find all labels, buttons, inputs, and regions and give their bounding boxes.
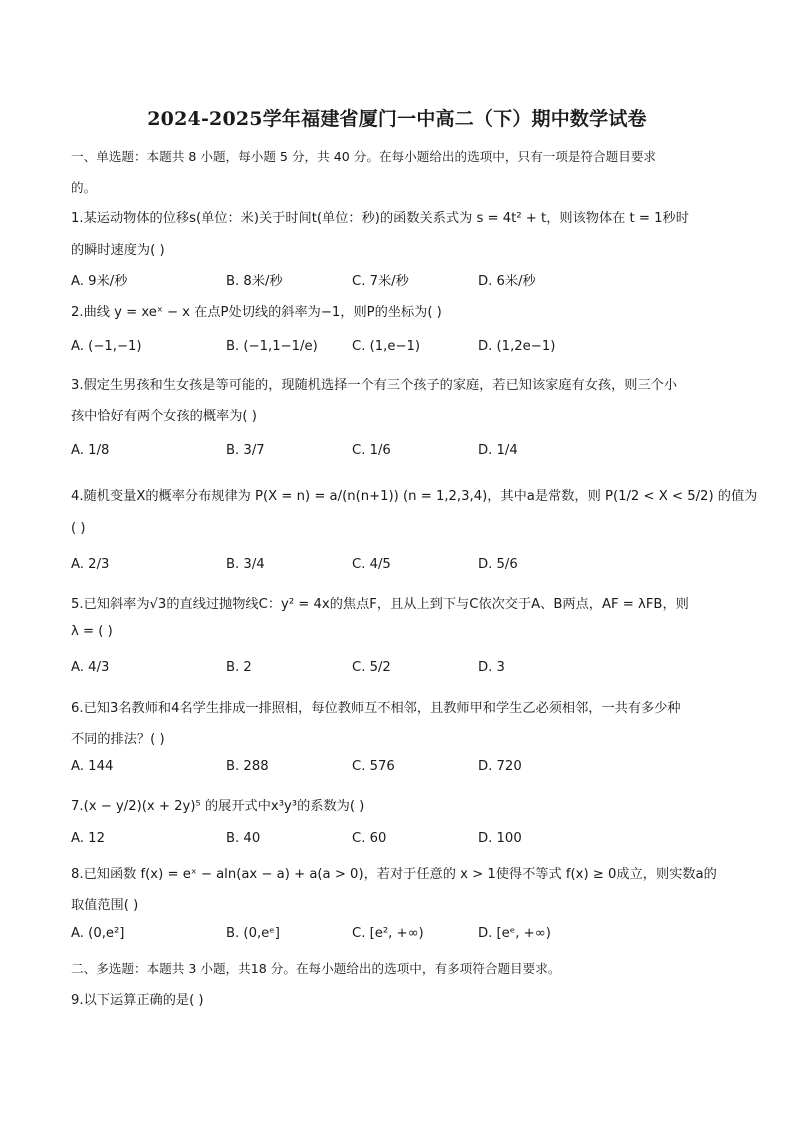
option-c[interactable]: C. 4/5 [352,557,391,572]
option-c[interactable]: C. 60 [352,831,387,846]
option-d[interactable]: D. [eᵉ, +∞) [478,926,551,941]
question-5-line-1: 5.已知斜率为√3的直线过抛物线C：y² = 4x的焦点F，且从上到下与C依次交于A、B两点，AF = λFB，则 [71,597,689,612]
option-a[interactable]: A. 9米/秒 [71,274,128,289]
option-a[interactable]: A. (−1,−1) [71,339,142,354]
option-b[interactable]: B. 8米/秒 [226,274,283,289]
option-b[interactable]: B. (0,eᵉ] [226,926,280,941]
option-a[interactable]: A. 2/3 [71,557,110,572]
question-5-line-2: λ = ( ) [71,624,113,639]
option-d[interactable]: D. 100 [478,831,522,846]
option-c[interactable]: C. 576 [352,759,395,774]
question-7-line-1: 7.(x − y/2)(x + 2y)⁵ 的展开式中x³y³的系数为( ) [71,799,365,814]
option-d[interactable]: D. 6米/秒 [478,274,536,289]
option-c[interactable]: C. (1,e−1) [352,339,421,354]
option-d[interactable]: D. 1/4 [478,443,518,458]
question-3-line-1: 3.假定生男孩和生女孩是等可能的，现随机选择一个有三个孩子的家庭，若已知该家庭有女孩，则三个小 [71,378,678,393]
option-a[interactable]: A. 1/8 [71,443,110,458]
option-b[interactable]: B. 3/7 [226,443,265,458]
question-4-line-1: 4.随机变量X的概率分布规律为 P(X = n) = a/(n(n+1)) (n = 1,2,3,4)，其中a是常数，则 P(1/2 < X < 5/2) 的值为 [71,489,758,504]
question-3-options [71,443,731,463]
option-c[interactable]: C. 5/2 [352,660,391,675]
question-6-line-1: 6.已知3名教师和4名学生排成一排照相，每位教师互不相邻，且教师甲和学生乙必须相邻，一共有多少种 [71,701,681,716]
question-1-line-1: 1.某运动物体的位移s(单位：米)关于时间t(单位：秒)的函数关系式为 s = 4t² + t，则该物体在 t = 1秒时 [71,211,689,226]
option-b[interactable]: B. 3/4 [226,557,265,572]
section1-heading-cont: 的。 [71,180,97,195]
question-2-options [71,339,731,359]
option-d[interactable]: D. 720 [478,759,522,774]
option-b[interactable]: B. 2 [226,660,252,675]
section2-heading: 二、多选题：本题共 3 小题，共18 分。在每小题给出的选项中，有多项符合题目要求。 [71,961,561,976]
question-1-options [71,270,731,290]
question-2-line-1: 2.曲线 y = xeˣ − x 在点P处切线的斜率为−1，则P的坐标为( ) [71,305,442,320]
option-d[interactable]: D. 5/6 [478,557,518,572]
option-b[interactable]: B. (−1,1−1/e) [226,339,318,354]
question-8-line-1: 8.已知函数 f(x) = eˣ − aln(ax − a) + a(a > 0)，若对于任意的 x > 1使得不等式 f(x) ≥ 0成立，则实数a的 [71,867,717,882]
section1-heading: 一、单选题：本题共 8 小题，每小题 5 分，共 40 分。在每小题给出的选项中，只有一项是符合题目要求 [71,149,657,164]
option-b[interactable]: B. 40 [226,831,261,846]
question-5-options [71,660,731,680]
question-4-line-2: ( ) [71,521,86,536]
question-8-line-2: 取值范围( ) [71,898,139,913]
page-title: 2024-2025学年福建省厦门一中高二（下）期中数学试卷 [147,108,647,130]
option-d[interactable]: D. (1,2e−1) [478,339,556,354]
option-a[interactable]: A. (0,e²] [71,926,125,941]
option-c[interactable]: C. 7米/秒 [352,274,409,289]
option-a[interactable]: A. 144 [71,759,114,774]
question-3-line-2: 孩中恰好有两个女孩的概率为( ) [71,409,257,424]
option-b[interactable]: B. 288 [226,759,269,774]
question-8-options [71,926,731,946]
option-c[interactable]: C. 1/6 [352,443,391,458]
question-6-line-2: 不同的排法？( ) [71,732,165,747]
question-1-line-2: 的瞬时速度为( ) [71,243,165,258]
question-9-line-1: 9.以下运算正确的是( ) [71,993,204,1008]
question-4-options [71,557,731,577]
option-c[interactable]: C. [e², +∞) [352,926,424,941]
option-d[interactable]: D. 3 [478,660,505,675]
question-6-options [71,759,731,779]
question-7-options [71,831,731,851]
option-a[interactable]: A. 12 [71,831,105,846]
option-a[interactable]: A. 4/3 [71,660,110,675]
